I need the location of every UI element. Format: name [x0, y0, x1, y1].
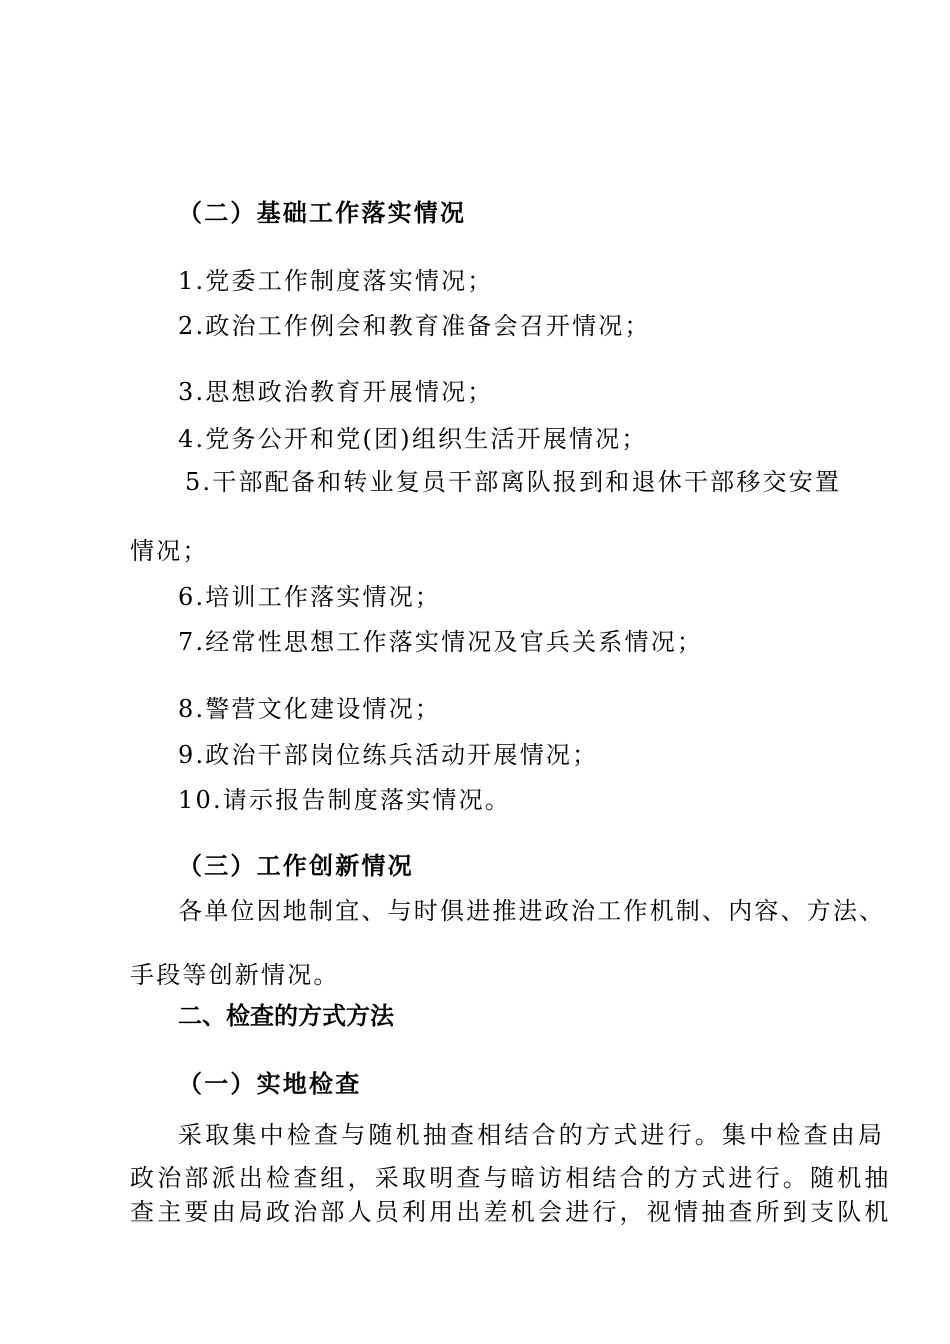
paragraph-line: 查主要由局政治部人员利用出差机会进行，视情抽查所到支队机: [130, 1198, 892, 1226]
section-heading-basic-work: （二）基础工作落实情况: [178, 198, 467, 227]
section-heading-innovation: （三）工作创新情况: [178, 851, 414, 880]
list-item-continuation: 情况；: [130, 537, 209, 565]
list-item: 10.请示报告制度落实情况。: [178, 786, 511, 814]
paragraph-line: 手段等创新情况。: [130, 961, 340, 989]
paragraph-line: 政治部派出检查组，采取明查与暗访相结合的方式进行。随机抽: [130, 1164, 892, 1192]
paragraph-line: 采取集中检查与随机抽查相结合的方式进行。集中检查由局: [178, 1121, 886, 1149]
list-item: 4.党务公开和党(团)组织生活开展情况；: [178, 425, 648, 453]
chapter-heading-inspection-methods: 二、检查的方式方法: [178, 1002, 394, 1030]
section-heading-onsite-inspection: （一）实地检查: [178, 1069, 362, 1098]
list-item: 9.政治干部岗位练兵活动开展情况；: [178, 741, 599, 769]
list-item: 5.干部配备和转业复员干部离队报到和退休干部移交安置: [185, 468, 842, 496]
list-item: 8.警营文化建设情况；: [178, 695, 442, 723]
list-item: 2.政治工作例会和教育准备会召开情况；: [178, 312, 651, 340]
list-item: 1.党委工作制度落实情况；: [178, 267, 494, 295]
list-item: 6.培训工作落实情况；: [178, 583, 442, 611]
list-item: 3.思想政治教育开展情况；: [178, 378, 494, 406]
list-item: 7.经常性思想工作落实情况及官兵关系情况；: [178, 628, 704, 656]
paragraph-line: 各单位因地制宜、与时俱进推进政治工作机制、内容、方法、: [178, 897, 886, 925]
